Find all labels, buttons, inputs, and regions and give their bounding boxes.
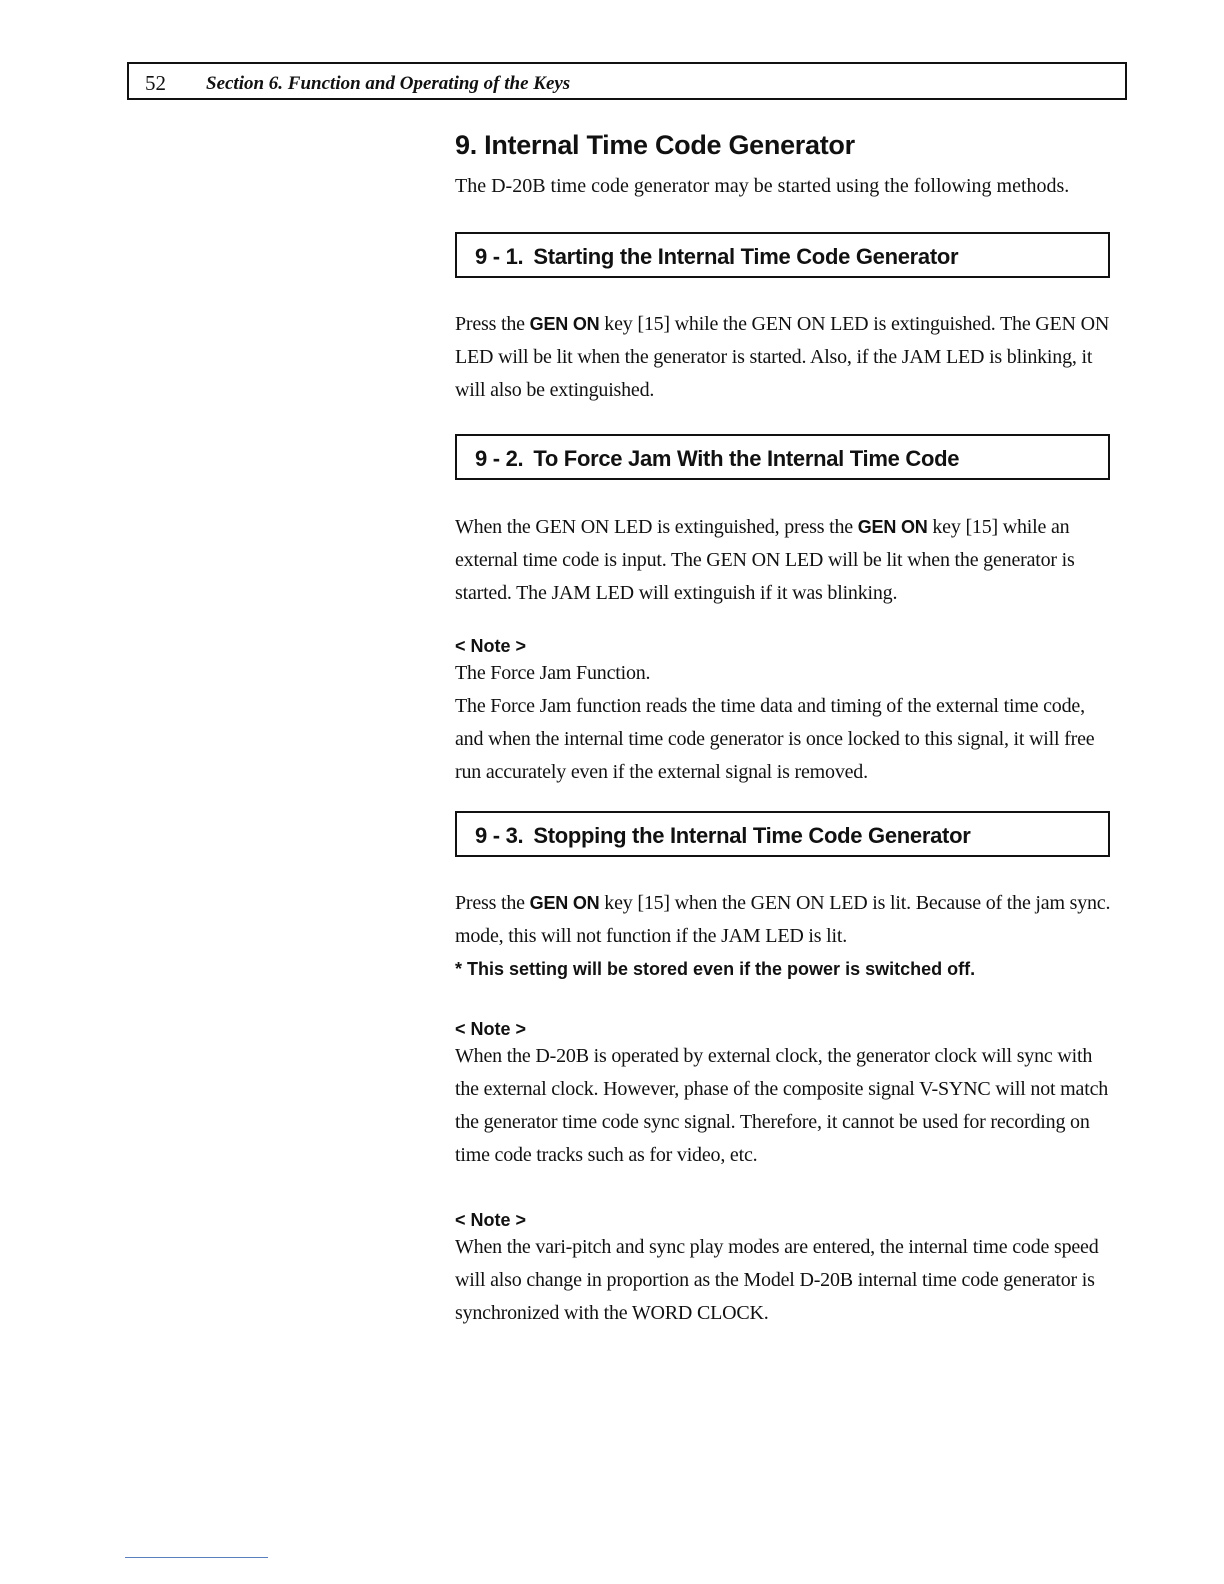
text-run: key [15] when the GEN ON LED is lit. Because of the jam sync. mode, this will not function if the JAM LED is lit. [455,892,1111,947]
subsection-number: 9 - 2. [475,446,524,471]
section-title: 9. Internal Time Code Generator [455,130,855,160]
subsection-heading-9-3 [455,811,1110,857]
text-run: key [15] while the GEN ON LED is extinguished. The GEN ON LED will be lit when the generator is started. Also, if the JAM LED is blinking, it will also be extinguished. [455,313,1110,401]
note-text: The Force Jam function reads the time data and timing of the external time code, and when the internal time code generator is once locked to this signal, it will free run accurately even if the external signal is removed. [455,695,1095,783]
note-label: < Note > [455,1019,527,1039]
paragraph-stop-generator [455,887,1115,953]
key-label-gen-on: GEN ON [857,517,928,537]
subsection-title: To Force Jam With the Internal Time Code [533,446,960,471]
note-text: When the vari-pitch and sync play modes are entered, the internal time code speed will also change in proportion as the Model D-20B internal time code generator is synchronized with the WORD CLOCK. [455,1236,1099,1324]
text-run: Press the [455,892,530,914]
page-number: 52 [145,71,166,95]
section-intro: The D-20B time code generator may be started using the following methods. [455,175,1070,197]
text-run: key [15] while an external time code is input. The GEN ON LED will be lit when the generator is started. The JAM LED will extinguish if it was blinking. [455,516,1075,604]
subsection-heading-9-1 [455,232,1110,278]
key-label-gen-on: GEN ON [529,893,600,913]
footer-rule [125,1557,268,1558]
paragraph-force-jam [455,511,1115,610]
note-title: The Force Jam Function. [455,662,651,684]
subsection-number: 9 - 1. [475,244,524,269]
note-text: When the D-20B is operated by external clock, the generator clock will sync with the external clock. However, phase of the composite signal V-SYNC will not match the generator time code sync signal. Therefore, it cannot be used for recording on time code tracks such as for video, etc. [455,1045,1109,1166]
note-label: < Note > [455,1210,527,1230]
text-run: When the GEN ON LED is extinguished, press the [455,516,858,538]
running-header [127,62,1127,100]
text-run: Press the [455,313,530,335]
subsection-number: 9 - 3. [475,823,524,848]
note-label: < Note > [455,636,527,656]
key-label-gen-on: GEN ON [529,314,600,334]
main-content [455,130,1115,1330]
subsection-title: Starting the Internal Time Code Generator [533,244,959,269]
running-head-title: Section 6. Function and Operating of the Keys [206,73,571,94]
storage-warning: * This setting will be stored even if the power is switched off. [455,959,976,979]
paragraph-start-generator [455,308,1115,407]
subsection-heading-9-2 [455,434,1110,480]
subsection-title: Stopping the Internal Time Code Generator [533,823,971,848]
